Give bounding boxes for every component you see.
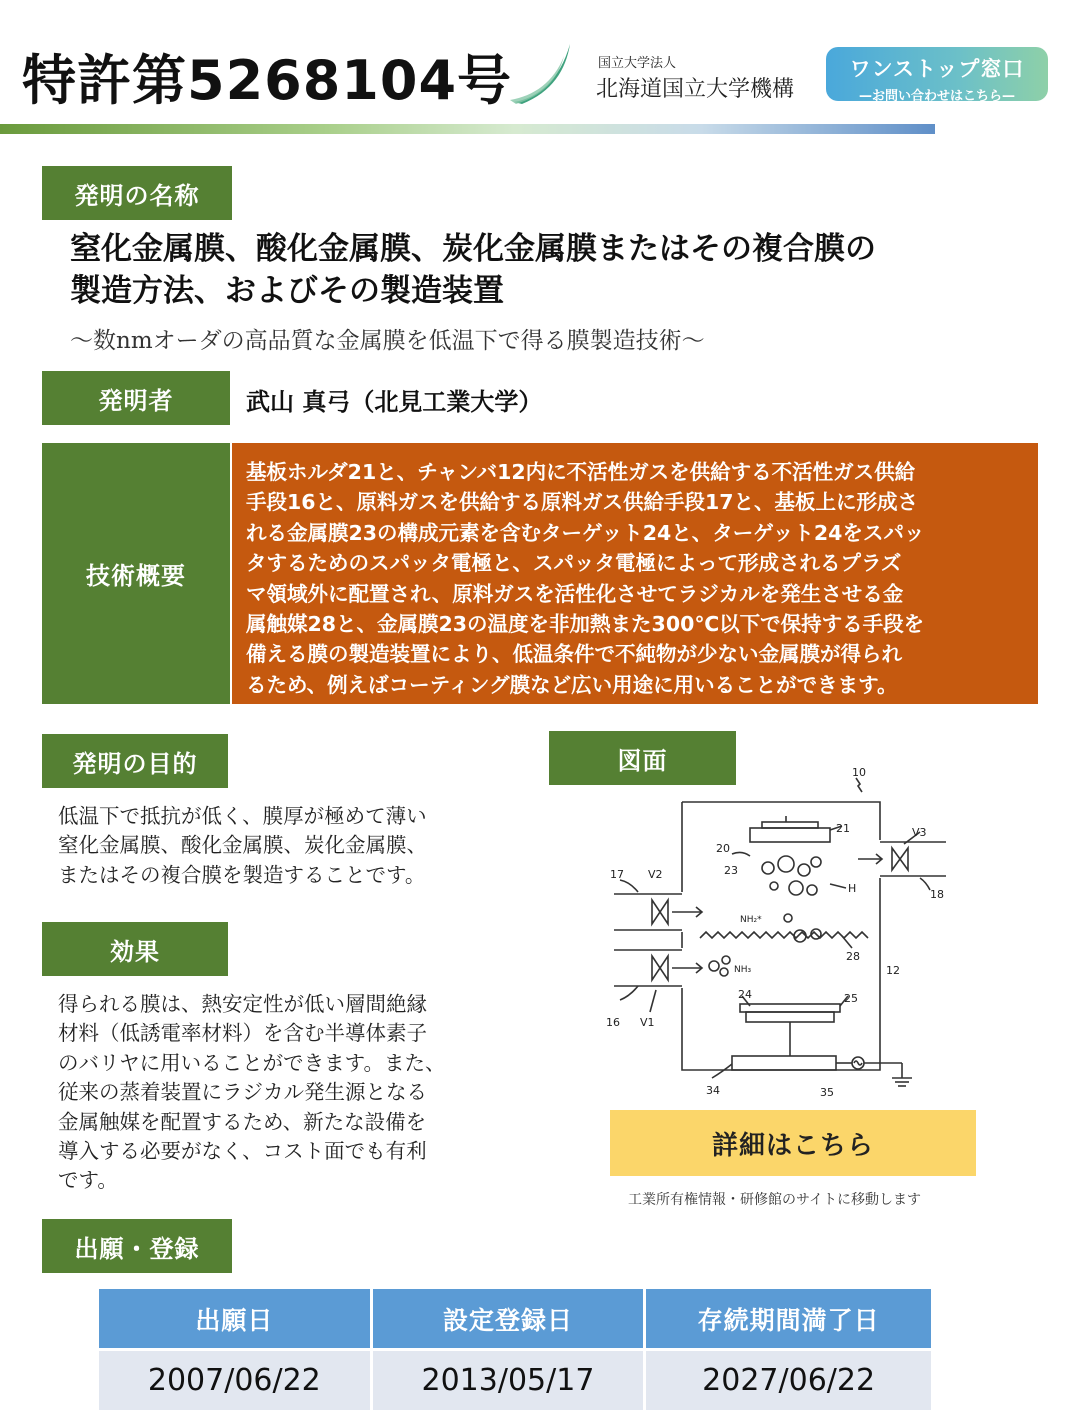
ref-23: 23 — [724, 864, 738, 877]
details-note: 工業所有権情報・研修館のサイトに移動します — [628, 1192, 922, 1208]
onestop-subtitle: —お問い合わせはこちら— — [858, 89, 1015, 104]
ref-16: 16 — [606, 1016, 620, 1029]
apparatus-diagram — [590, 760, 960, 1105]
ref-28: 28 — [846, 950, 860, 963]
ref-35: 35 — [820, 1086, 834, 1099]
invention-subtitle: ～数nmオーダの高品質な金属膜を低温下で得る膜製造技術～ — [70, 328, 705, 354]
summary-line: るため、例えばコーティング膜など広い用途に用いることができます。 — [246, 672, 898, 697]
drawing-label: 図面 — [549, 731, 736, 785]
summary-line: 備える膜の製造装置により、低温条件で不純物が少ない金属膜が得られ — [246, 642, 902, 667]
ref-V3: V3 — [912, 826, 927, 839]
ref-NH3: NH₃ — [734, 965, 752, 975]
summary-line: マ領域外に配置され、原料ガスを活性化させてラジカルを発生させる金 — [246, 581, 904, 606]
summary-line: 基板ホルダ21と、チャンバ12内に不活性ガスを供給する不活性ガス供給 — [246, 460, 916, 484]
summary-line: 属触媒28と、金属膜23の温度を非加熱また300℃以下で保持する手段を — [246, 612, 925, 637]
summary-text — [232, 443, 1038, 704]
effect-line: のバリヤに用いることができます。また、 — [58, 1050, 446, 1075]
purpose-label: 発明の目的 — [42, 734, 228, 788]
summary-line: 手段16と、原料ガスを供給する原料ガス供給手段17と、基板上に形成さ — [246, 490, 919, 515]
effect-line: 金属触媒を配置するため、新たな設備を — [58, 1109, 427, 1134]
ref-18: 18 — [930, 888, 944, 901]
summary-label: 技術概要 — [42, 443, 230, 704]
purpose-line: 低温下で抵抗が低く、膜厚が極めて薄い — [58, 804, 427, 828]
registration-table — [96, 1286, 934, 1413]
inventor-name: 武山 真弓（北見工業大学） — [246, 388, 543, 416]
invention-title — [70, 228, 1050, 312]
filing-date-value: 2007/06/22 — [99, 1351, 370, 1410]
ref-10: 10 — [852, 766, 866, 779]
ref-NH2: NH₂* — [740, 915, 762, 925]
expiration-date-header: 存続期間満了日 — [646, 1289, 931, 1348]
onestop-title: ワンストップ窓口 — [849, 57, 1025, 81]
patent-number: 特許第5268104号 — [22, 49, 513, 112]
ref-V1: V1 — [640, 1016, 655, 1029]
effect-line: です。 — [58, 1168, 118, 1193]
ref-H: H — [848, 882, 857, 895]
purpose-line: またはその複合膜を製造することです。 — [58, 862, 426, 887]
summary-line: タするためのスパッタ電極と、スパッタ電極によって形成されるプラズ — [246, 551, 902, 576]
inventor-label: 発明者 — [42, 371, 230, 425]
org-type-label: 国立大学法人 — [598, 56, 677, 71]
effect-text — [58, 990, 528, 1196]
purpose-text — [58, 802, 518, 890]
registration-date-value: 2013/05/17 — [373, 1351, 644, 1410]
ref-V2: V2 — [648, 868, 663, 881]
org-name: 北海道国立大学機構 — [596, 77, 795, 102]
ref-17: 17 — [610, 868, 624, 881]
invention-title-line2: 製造方法、およびその製造装置 — [70, 273, 504, 309]
table-header-row — [99, 1289, 931, 1348]
ref-34: 34 — [706, 1084, 720, 1097]
registration-date-header: 設定登録日 — [373, 1289, 644, 1348]
effect-line: 得られる膜は、熱安定性が低い層間絶縁 — [58, 992, 427, 1016]
ref-12: 12 — [886, 964, 900, 977]
expiration-date-value: 2027/06/22 — [646, 1351, 931, 1410]
invention-title-line1: 窒化金属膜、酸化金属膜、炭化金属膜またはその複合膜の — [70, 231, 876, 267]
university-logo-icon — [508, 40, 580, 108]
registration-label: 出願・登録 — [42, 1219, 232, 1273]
filing-date-header: 出願日 — [99, 1289, 370, 1348]
onestop-contact-button[interactable] — [826, 47, 1048, 104]
summary-line: れる金属膜23の構成元素を含むターゲット24と、ターゲット24をスパッ — [246, 520, 925, 545]
effect-line: 導入する必要がなく、コスト面でも有利 — [58, 1139, 427, 1164]
details-button[interactable]: 詳細はこちら — [610, 1110, 976, 1176]
ref-24: 24 — [738, 988, 752, 1001]
table-row — [99, 1351, 931, 1410]
header-divider — [0, 124, 935, 134]
effect-line: 従来の蒸着装置にラジカル発生源となる — [58, 1080, 427, 1105]
effect-line: 材料（低誘電率材料）を含む半導体素子 — [58, 1021, 427, 1046]
ref-21: 21 — [836, 822, 850, 835]
ref-20: 20 — [716, 842, 730, 855]
invention-name-label: 発明の名称 — [42, 166, 232, 220]
purpose-line: 窒化金属膜、酸化金属膜、炭化金属膜、 — [58, 833, 427, 858]
ref-25: 25 — [844, 992, 858, 1005]
effect-label: 効果 — [42, 922, 228, 976]
